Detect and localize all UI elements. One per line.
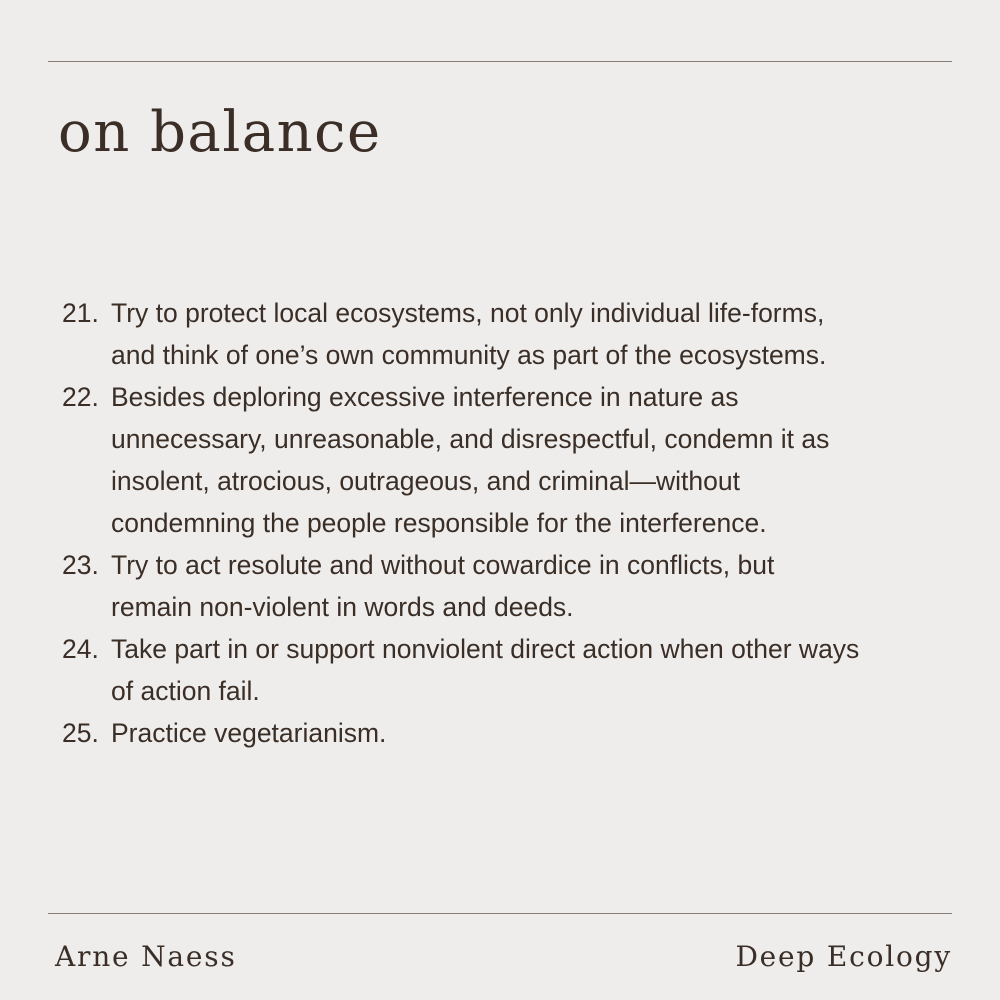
item-number: 22. [62,382,99,412]
work-title: Deep Ecology [735,940,952,973]
list-item-23 [62,544,952,628]
principles-list [62,292,952,754]
author-name: Arne Naess [55,940,237,973]
item-line: Try to protect local ecosystems, not only individual life-forms, [111,298,825,328]
item-text [111,544,952,628]
item-line: unnecessary, unreasonable, and disrespectful, condemn it as [111,424,830,454]
item-number: 24. [62,634,99,664]
list-item-21 [62,292,952,376]
item-number: 23. [62,550,99,580]
item-number: 21. [62,298,99,328]
item-line: Try to act resolute and without cowardice in conflicts, but [111,550,775,580]
item-line: and think of one’s own community as part of the ecosystems. [111,340,827,370]
top-divider [48,61,952,62]
item-line: Practice vegetarianism. [111,718,387,748]
item-line: condemning the people responsible for the interference. [111,508,767,538]
item-line: remain non-violent in words and deeds. [111,592,574,622]
item-text [111,628,952,712]
item-text [111,292,952,376]
item-line: Besides deploring excessive interference in nature as [111,382,739,412]
bottom-divider [48,913,952,914]
item-text [111,376,952,544]
list-item-22 [62,376,952,544]
item-number: 25. [62,718,99,748]
item-text [111,712,952,754]
page-title: on balance [58,100,382,165]
item-line: Take part in or support nonviolent direct action when other ways [111,634,860,664]
list-item-24 [62,628,952,712]
list-item-25 [62,712,952,754]
item-line: insolent, atrocious, outrageous, and criminal—without [111,466,740,496]
item-line: of action fail. [111,676,260,706]
